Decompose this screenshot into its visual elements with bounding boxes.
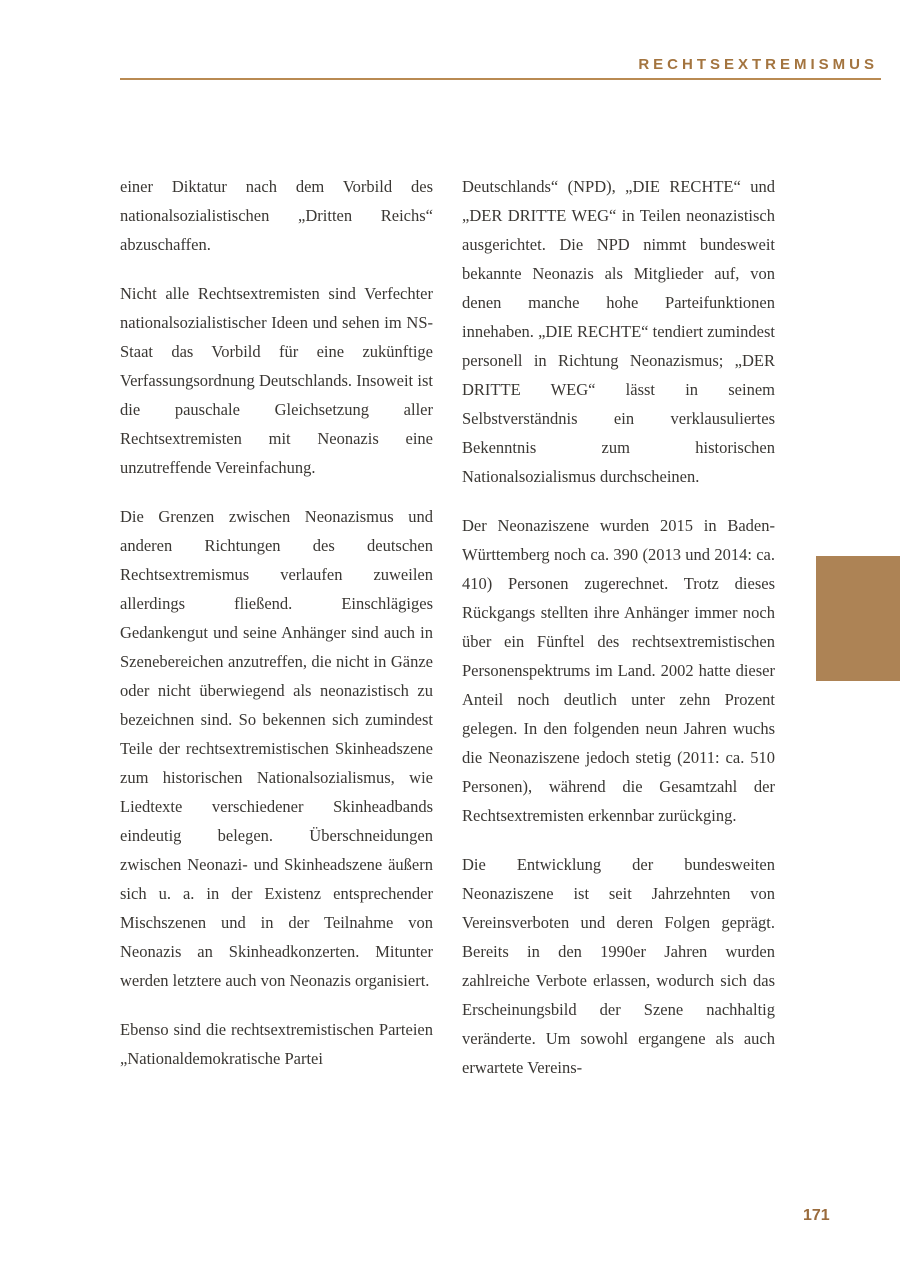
- paragraph: Die Grenzen zwischen Neonazismus und anderen Richtungen des deutschen Rechtsextremismus verlaufen zuweilen allerdings fließend. Einschlägiges Gedankengut und seine Anhänger sind auch in Szenebereichen anzutreffen, die nicht in Gänze oder nicht überwiegend als neonazistisch zu bezeichnen sind. So bekennen sich zumindest Teile der rechtsextremistischen Skinheadszene zum historischen Nationalsozialismus, wie Liedtexte verschiedener Skinheadbands eindeutig belegen. Überschneidungen zwischen Neonazi- und Skinheadszene äußern sich u. a. in der Existenz entsprechender Mischszenen und in der Teilnahme von Neonazis an Skinheadkonzerten. Mitunter werden letztere auch von Neonazis organisiert.: [120, 507, 433, 990]
- page-header-title: RECHTSEXTREMISMUS: [638, 56, 878, 73]
- paragraph: Die Entwicklung der bundesweiten Neonaziszene ist seit Jahrzehnten von Vereinsverboten und deren Folgen geprägt. Bereits in den 1990er Jahren wurden zahlreiche Verbote erlassen, wodurch sich das Erscheinungsbild der Szene nachhaltig veränderte. Um sowohl ergangene als auch erwartete Vereins-: [462, 855, 775, 1077]
- paragraph: Deutschlands“ (NPD), „DIE RECHTE“ und „DER DRITTE WEG“ in Teilen neonazistisch ausgerichtet. Die NPD nimmt bundesweit bekannte Neonazis als Mitglieder auf, von denen manche hohe Parteifunktionen innehaben. „DIE RECHTE“ tendiert zumindest personell in Richtung Neonazismus; „DER DRITTE WEG“ lässt in seinem Selbstverständnis ein verklausuliertes Bekenntnis zum historischen Nationalsozialismus durchscheinen.: [462, 177, 775, 486]
- right-text-column: [462, 172, 775, 1082]
- chapter-side-tab: [816, 556, 900, 681]
- left-text-column: [120, 172, 433, 1073]
- header-rule: [120, 78, 881, 80]
- page-number: 171: [803, 1207, 830, 1224]
- paragraph: Nicht alle Rechtsextremisten sind Verfechter nationalsozialistischer Ideen und sehen im NS-Staat das Vorbild für eine zukünftige Verfassungsordnung Deutschlands. Insoweit ist die pauschale Gleichsetzung aller Rechtsextremisten mit Neonazis eine unzutreffende Vereinfachung.: [120, 284, 433, 477]
- paragraph: Ebenso sind die rechtsextremistischen Parteien „Nationaldemokratische Partei: [120, 1020, 433, 1068]
- paragraph: einer Diktatur nach dem Vorbild des nationalsozialistischen „Dritten Reichs“ abzuschaffen.: [120, 177, 433, 254]
- paragraph: Der Neonaziszene wurden 2015 in Baden-Württemberg noch ca. 390 (2013 und 2014: ca. 410) Personen zugerechnet. Trotz dieses Rückgangs stellten ihre Anhänger immer noch über ein Fünftel des rechtsextremistischen Personenspektrums im Land. 2002 hatte dieser Anteil noch deutlich unter zehn Prozent gelegen. In den folgenden neun Jahren wuchs die Neonaziszene jedoch stetig (2011: ca. 510 Personen), während die Gesamtzahl der Rechtsextremisten erkennbar zurückging.: [462, 516, 775, 825]
